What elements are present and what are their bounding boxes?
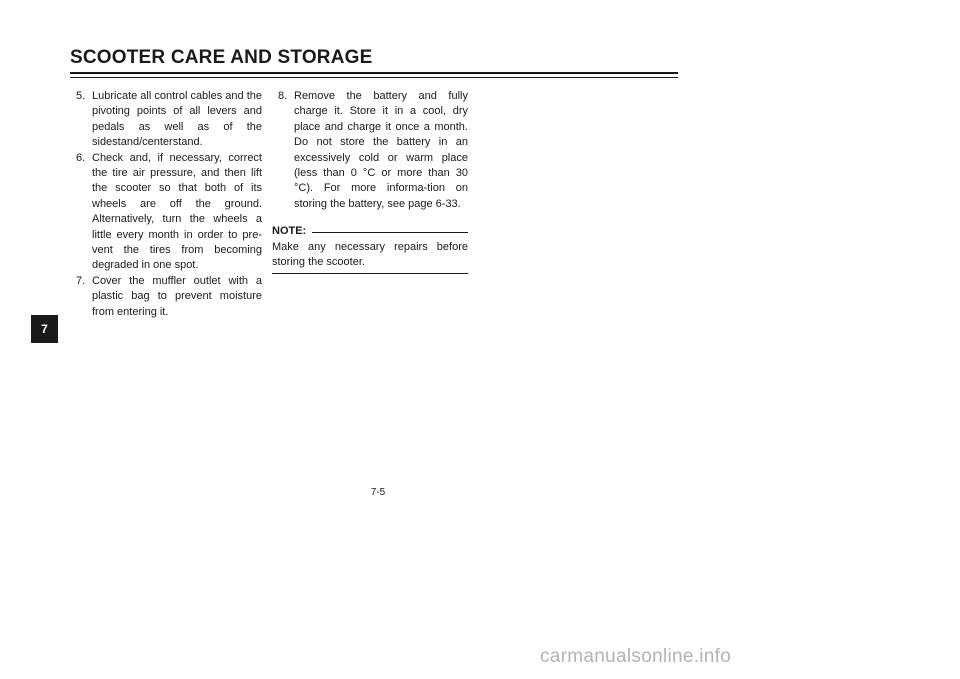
page-title: SCOOTER CARE AND STORAGE bbox=[70, 47, 373, 68]
note-block bbox=[272, 224, 468, 274]
list-item bbox=[272, 89, 468, 212]
watermark: carmanualsonline.info bbox=[540, 646, 732, 667]
note-label: NOTE: bbox=[272, 225, 307, 238]
step-number: 8. bbox=[278, 90, 288, 102]
step-text: Cover the muffler outlet with a plastic bag to prevent moisture from entering it. bbox=[92, 274, 262, 318]
chapter-tab[interactable] bbox=[31, 315, 58, 343]
page-number: 7-5 bbox=[370, 487, 386, 498]
step-text: Check and, if necessary, correct the tire air pressure, and then lift the scooter so that both of its wheels are off the ground. Alternatively, turn the wheels a little every month in order to pre-vent the tires from becoming degraded in one spot. bbox=[92, 151, 262, 272]
header-rule-thick bbox=[70, 72, 678, 74]
note-end-divider bbox=[272, 273, 468, 274]
right-column bbox=[272, 89, 468, 274]
step-text: Lubricate all control cables and the pivoting points of all levers and pedals as well as of the sidestand/centerstand. bbox=[92, 90, 262, 149]
chapter-tab-label: 7 bbox=[41, 322, 48, 336]
list-item bbox=[70, 274, 262, 320]
step-list-right bbox=[272, 89, 468, 212]
list-item bbox=[70, 151, 262, 274]
step-number: 7. bbox=[76, 274, 86, 287]
note-heading bbox=[272, 224, 468, 239]
step-list-left bbox=[70, 89, 262, 320]
note-text: Make any necessary repairs before storing the scooter. bbox=[272, 240, 468, 269]
left-column bbox=[70, 89, 262, 320]
step-text: Remove the battery and fully charge it. Store it in a cool, dry place and charge it once a month. Do not store the battery in an excessively cold or warm place (less than 0 °C or more than 30 °C). For more informa-tion on storing the battery, see page 6-33. bbox=[294, 90, 468, 210]
header-rule-thin bbox=[70, 77, 678, 78]
step-number: 6. bbox=[76, 151, 86, 164]
note-divider bbox=[312, 232, 468, 233]
step-number: 5. bbox=[76, 90, 86, 102]
list-item bbox=[70, 89, 262, 151]
